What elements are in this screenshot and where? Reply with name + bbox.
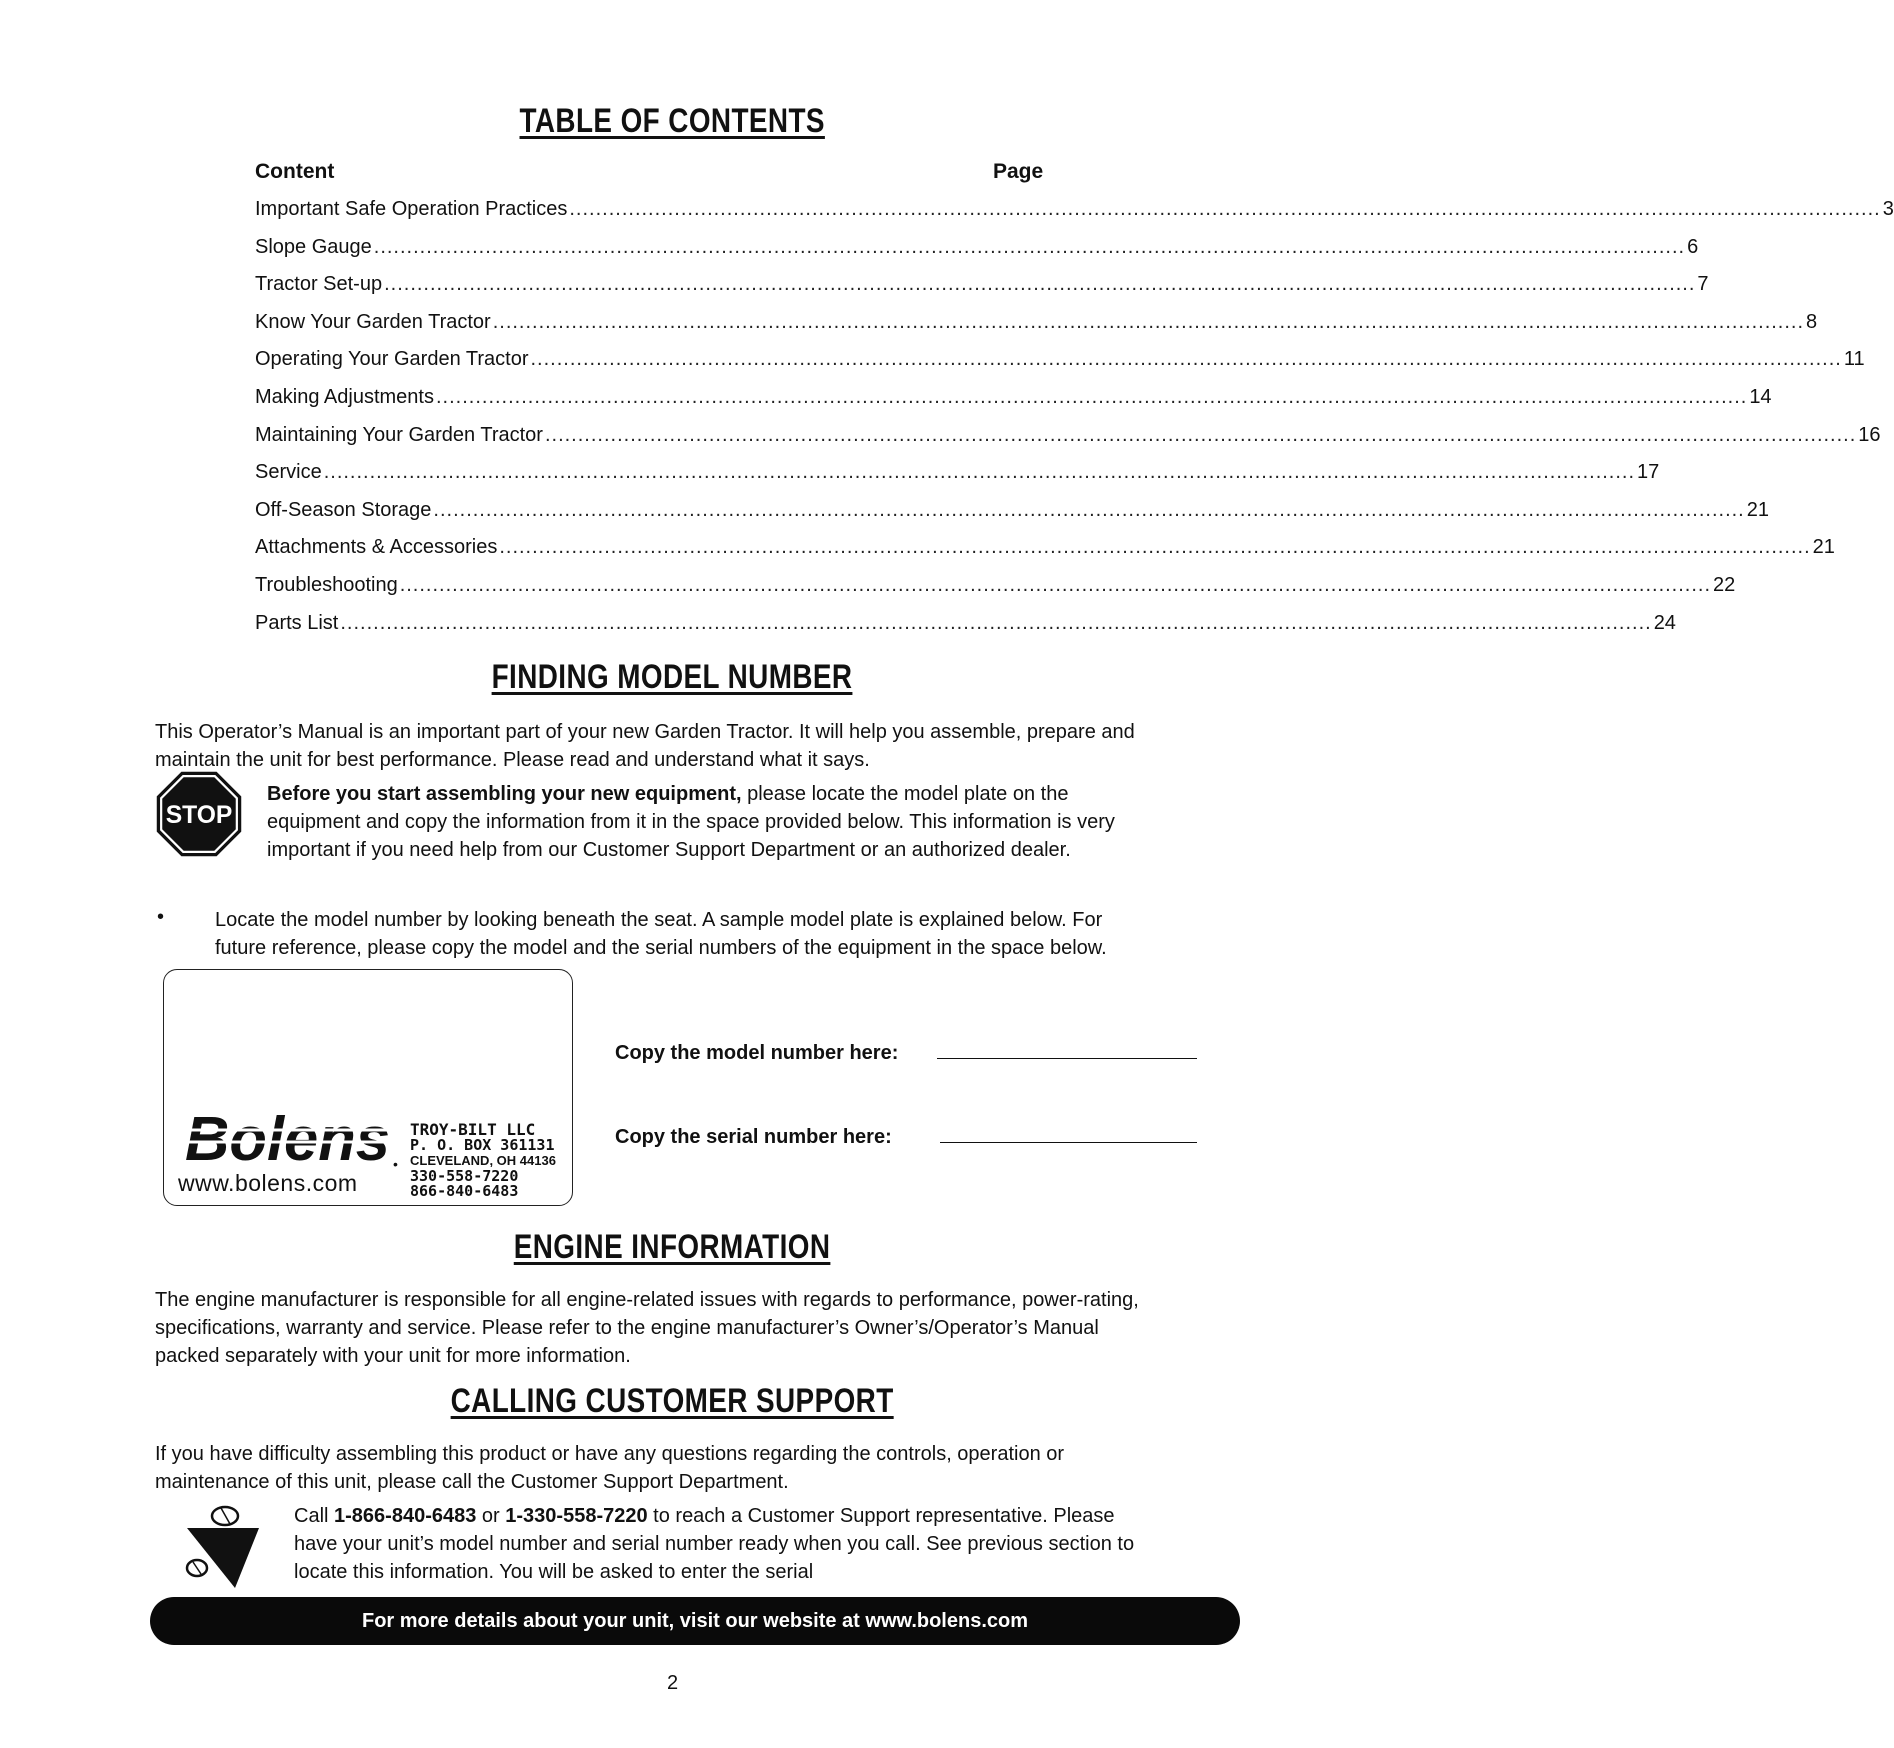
call-text: or (476, 1505, 506, 1527)
toc-dot-leader: ........................................................................................................................................................................................................ (373, 235, 1686, 258)
plate-city: CLEVELAND, OH 44136 (410, 1153, 556, 1168)
serial-number-blank[interactable] (940, 1142, 1197, 1143)
toc-entry[interactable] (255, 273, 1709, 303)
toc-entry[interactable] (255, 498, 1769, 529)
svg-text:Bolens: Bolens (185, 1105, 390, 1174)
plate-pobox: P. O. BOX 361131 (410, 1136, 555, 1154)
call-text: have your unit’s model number and serial number ready when you call. See previous section to (294, 1533, 1135, 1555)
plate-phone-1: 330-558-7220 (410, 1167, 519, 1185)
toc-entry[interactable] (255, 536, 1835, 566)
toc-dot-leader: ........................................................................................................................................................................................................ (384, 273, 1696, 296)
toc-heading: TABLE OF CONTENTS (519, 102, 826, 140)
toc-entry-title: Know Your Garden Tractor (255, 310, 491, 333)
toc-entry[interactable] (255, 461, 1660, 491)
stop-sign-label: STOP (165, 801, 233, 829)
toc-dot-leader: ........................................................................................................................................................................................................ (530, 348, 1842, 371)
toc-dot-leader: ........................................................................................................................................................................................................ (544, 423, 1857, 446)
finding-model-number-heading: FINDING MODEL NUMBER (492, 658, 853, 696)
finding-intro-line: maintain the unit for best performance. Please read and understand what it says. (155, 749, 870, 771)
toc-entry-title: Troubleshooting (255, 574, 398, 596)
toc-entry-page: 11 (1843, 348, 1865, 371)
support-phone-secondary[interactable]: 1-330-558-7220 (505, 1505, 648, 1527)
toc-entry-page: 17 (1637, 461, 1660, 484)
finding-intro-line: This Operator’s Manual is an important part of your new Garden Tractor. It will help you assemble, prepare and (155, 721, 1135, 743)
toc-entry-page: 7 (1697, 273, 1709, 296)
bullet-icon: • (157, 906, 165, 928)
locate-instructions (215, 906, 1245, 962)
toc-entry-title: Tractor Set-up (255, 273, 383, 296)
toc-dot-leader: ........................................................................................................................................................................................................ (399, 574, 1712, 596)
plate-company: TROY-BILT LLC (410, 1120, 536, 1139)
toc-entry-title: Operating Your Garden Tractor (255, 348, 529, 371)
stop-notice-text: important if you need help from our Customer Support Department or an authorized dealer. (267, 839, 1071, 861)
toc-entry-title: Parts List (255, 611, 339, 634)
plate-phone-2: 866-840-6483 (410, 1182, 519, 1200)
toc-entry[interactable] (255, 611, 1676, 642)
finding-intro (155, 718, 1245, 774)
engine-paragraph-line: The engine manufacturer is responsible for all engine-related issues with regards to performance, power-rating, (155, 1289, 1139, 1311)
toc-entry-title: Making Adjustments (255, 386, 434, 408)
bolens-logo (185, 1105, 395, 1174)
toc-entry[interactable] (255, 574, 1736, 604)
stop-notice-text: equipment and copy the information from it in the space provided below. This information is very (267, 811, 1115, 833)
toc-entry-page: 22 (1713, 574, 1736, 596)
plate-website: www.bolens.com (178, 1170, 358, 1196)
toc-dot-leader: ........................................................................................................................................................................................................ (435, 386, 1748, 408)
toc-entry[interactable] (255, 235, 1699, 266)
toc-dot-leader: ........................................................................................................................................................................................................ (569, 198, 1881, 220)
website-banner-text: For more details about your unit, visit our website at www.bolens.com (361, 1609, 1029, 1632)
toc-entry[interactable] (255, 198, 1894, 228)
toc-page-column-header: Page (993, 160, 1044, 183)
toc-entry-page: 24 (1653, 611, 1676, 634)
engine-paragraph-line: packed separately with your unit for more information. (155, 1345, 631, 1367)
toc-entry[interactable] (255, 423, 1881, 454)
toc-dot-leader: ........................................................................................................................................................................................................ (492, 310, 1805, 333)
toc-entry-title: Important Safe Operation Practices (255, 198, 568, 220)
call-text: Call (294, 1505, 335, 1527)
call-instructions (294, 1502, 1254, 1586)
toc-entry[interactable] (255, 348, 1865, 378)
phone-handset-icon (183, 1504, 261, 1588)
toc-entry-page: 21 (1746, 498, 1769, 521)
website-banner[interactable] (150, 1597, 1240, 1645)
toc-entry-page: 3 (1882, 198, 1894, 220)
toc-entry[interactable] (255, 310, 1818, 341)
model-number-blank[interactable] (937, 1058, 1197, 1059)
support-phone-primary[interactable]: 1-866-840-6483 (334, 1505, 477, 1527)
page-number: 2 (666, 1672, 679, 1694)
toc-entry-page: 21 (1812, 536, 1835, 559)
toc-entry-page: 16 (1858, 423, 1881, 446)
copy-model-label: Copy the model number here: (615, 1042, 899, 1064)
call-text: locate this information. You will be asked to enter the serial (294, 1561, 814, 1583)
support-paragraph-line: If you have difficulty assembling this product or have any questions regarding the controls, operation or (155, 1443, 1065, 1465)
toc-dot-leader: ........................................................................................................................................................................................................ (340, 611, 1652, 634)
toc-entry-page: 6 (1687, 235, 1699, 258)
toc-entry-title: Maintaining Your Garden Tractor (255, 423, 543, 446)
locate-instructions-line: Locate the model number by looking beneath the seat. A sample model plate is explained below. For (215, 909, 1103, 931)
toc-entry-page: 14 (1749, 386, 1772, 408)
toc-entry[interactable] (255, 386, 1772, 416)
call-text: to reach a Customer Support representative. Please (647, 1505, 1115, 1527)
toc-dot-leader: ........................................................................................................................................................................................................ (499, 536, 1811, 559)
engine-paragraph (155, 1286, 1255, 1370)
toc-entry-title: Attachments & Accessories (255, 536, 498, 559)
engine-paragraph-line: specifications, warranty and service. Please refer to the engine manufacturer’s Owner’s/Operator’s Manual (155, 1317, 1099, 1339)
toc-content-column-header: Content (255, 160, 335, 183)
toc-entry-title: Service (255, 461, 322, 484)
bullet-dot-icon: • (393, 1156, 398, 1172)
stop-notice (267, 780, 1247, 864)
support-paragraph-line: maintenance of this unit, please call the Customer Support Department. (155, 1471, 789, 1493)
stop-notice-bold: Before you start assembling your new equipment, (267, 783, 742, 805)
locate-instructions-line: future reference, please copy the model and the serial numbers of the equipment in the space below. (215, 937, 1107, 959)
toc-entry-title: Slope Gauge (255, 235, 372, 258)
customer-support-heading: CALLING CUSTOMER SUPPORT (450, 1382, 895, 1420)
stop-sign-icon (155, 770, 243, 858)
toc-entry-page: 8 (1806, 310, 1818, 333)
toc-dot-leader: ........................................................................................................................................................................................................ (433, 498, 1745, 521)
stop-notice-text: please locate the model plate on the (741, 783, 1069, 805)
toc-entry-title: Off-Season Storage (255, 498, 432, 521)
toc-dot-leader: ........................................................................................................................................................................................................ (323, 461, 1636, 484)
support-paragraph (155, 1440, 1255, 1496)
copy-serial-label: Copy the serial number here: (615, 1126, 892, 1148)
engine-information-heading: ENGINE INFORMATION (514, 1228, 831, 1266)
